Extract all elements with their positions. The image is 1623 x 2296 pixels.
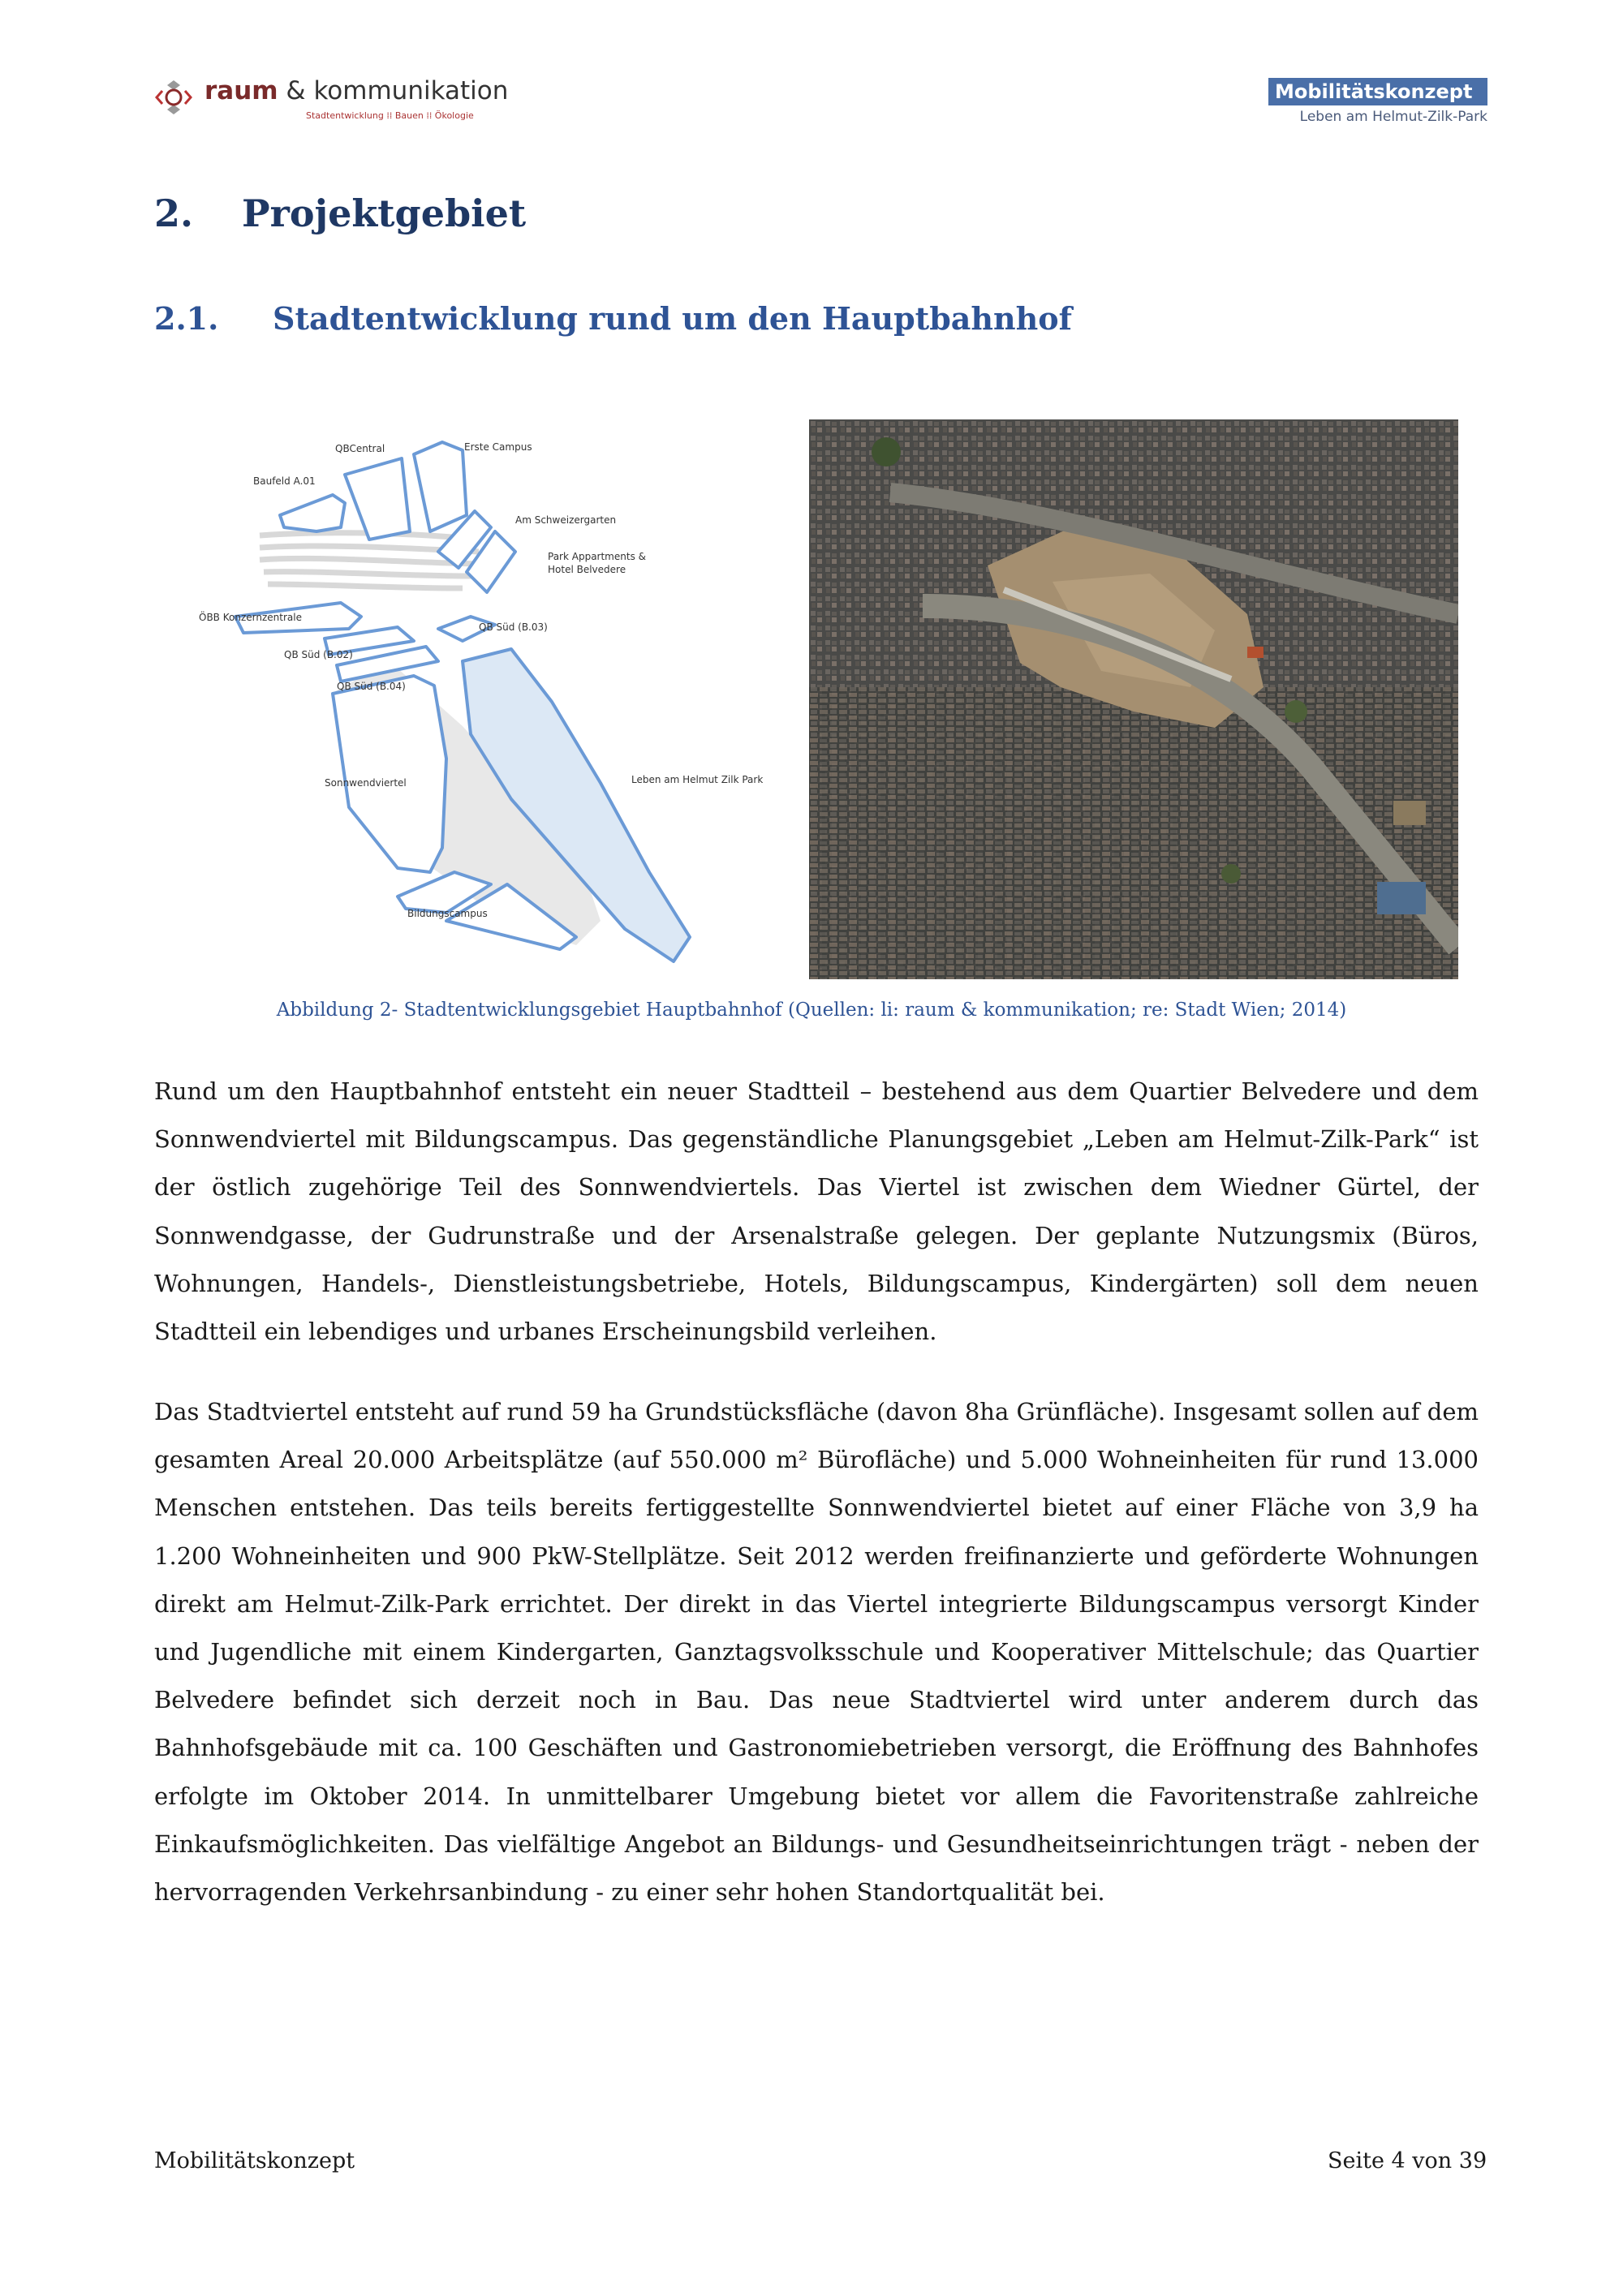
- logo-right-title: Mobilitätskonzept: [1268, 78, 1487, 105]
- subsection-heading: [154, 300, 1072, 337]
- body-paragraph-2: Das Stadtviertel entsteht auf rund 59 ha Grundstücksfläche (davon 8ha Grünfläche). Insgesamt sollen auf dem gesamten Areal 20.000 Arbeitsplätze (auf 550.000 m² Bürofläche) und 5.000 Wohneinheiten für rund 13.000 Menschen entstehen. Das teils bereits fertiggestellte Sonnwendviertel bietet auf einer Fläche von 3,9 ha 1.200 Wohneinheiten und 900 PkW-Stellplätze. Seit 2012 werden freifinanzierte und geförderte Wohnungen direkt am Helmut-Zilk-Park errichtet. Der direkt in das Viertel integrierte Bildungscampus versorgt Kinder und Jugendliche mit einem Kindergarten, Ganztagsvolksschule und Kooperativer Mittelschule; das Quartier Belvedere befindet sich derzeit noch in Bau. Das neue Stadtviertel wird unter anderem durch das Bahnhofsgebäude mit ca. 100 Geschäften und Gastronomiebetrieben versorgt, die Eröffnung des Bahnhofes erfolgte im Oktober 2014. In unmittelbarer Umgebung bietet vor allem die Favoritenstraße zahlreiche Einkaufsmöglichkeiten. Das vielfältige Angebot an Bildungs- und Gesundheitseinrichtungen trägt - neben der hervorragenden Verkehrsanbindung - zu einer sehr hohen Standortqualität bei.: [154, 1398, 1479, 1907]
- map-label-erste-campus: Erste Campus: [464, 441, 532, 453]
- map-label-qb-sued-b04: QB Süd (B.04): [337, 681, 406, 692]
- map-label-qb-sued-b03: QB Süd (B.03): [479, 621, 548, 633]
- map-label-oebb: ÖBB Konzernzentrale: [199, 612, 302, 623]
- map-label-leben-park: Leben am Helmut Zilk Park: [631, 774, 764, 785]
- logo-mark-icon: [154, 78, 193, 117]
- map-label-sonnwendviertel: Sonnwendviertel: [325, 777, 407, 789]
- logo-tagline: Stadtentwicklung ⁞⁞ Bauen ⁞⁞ Ökologie: [306, 110, 474, 121]
- footer-document-title: Mobilitätskonzept: [154, 2148, 355, 2173]
- map-label-schweizergarten: Am Schweizergarten: [515, 514, 617, 526]
- block-sonnwendviertel: [333, 676, 446, 872]
- logo-brand-text: raum & kommunikation: [204, 76, 509, 105]
- raum-kommunikation-logo: [154, 75, 511, 131]
- map-label-baufeld: Baufeld A.01: [253, 475, 316, 487]
- footer-page-number: Seite 4 von 39: [1328, 2148, 1487, 2173]
- development-area-plan: [195, 418, 795, 978]
- section-number: 2.: [154, 191, 194, 235]
- mobilitaetskonzept-logo: [1268, 78, 1487, 125]
- figure-caption: Abbildung 2- Stadtentwicklungsgebiet Hauptbahnhof (Quellen: li: raum & kommunikation; re: Stadt Wien; 2014): [276, 1000, 1347, 1021]
- aerial-photo: [809, 419, 1458, 979]
- map-label-park-apartments-1: Park Appartments &: [548, 551, 646, 562]
- block-qbcentral: [345, 458, 410, 540]
- map-label-bildungscampus: Bildungscampus: [407, 908, 488, 919]
- subsection-title: Stadtentwicklung rund um den Hauptbahnhof: [273, 300, 1072, 337]
- map-label-qbcentral: QBCentral: [335, 443, 385, 454]
- logo-right-subtitle: Leben am Helmut-Zilk-Park: [1299, 109, 1487, 125]
- block-baufeld: [280, 495, 345, 531]
- subsection-number: 2.1.: [154, 300, 219, 337]
- map-label-park-apartments-2: Hotel Belvedere: [548, 564, 626, 575]
- block-erste-campus: [414, 442, 467, 531]
- section-heading: [154, 191, 526, 235]
- section-title: Projektgebiet: [242, 191, 527, 235]
- map-label-qb-sued-b02: QB Süd (B.02): [284, 649, 353, 660]
- body-paragraph-1: Rund um den Hauptbahnhof entsteht ein neuer Stadtteil – bestehend aus dem Quartier Belvedere und dem Sonnwendviertel mit Bildungscampus. Das gegenständliche Planungsgebiet „Leben am Helmut-Zilk-Park“ ist der östlich zugehörige Teil des Sonnwendviertels. Das Viertel ist zwischen dem Wiedner Gürtel, der Sonnwendgasse, der Gudrunstraße und der Arsenalstraße gelegen. Der geplante Nutzungsmix (Büros, Wohnungen, Handels-, Dienstleistungsbetriebe, Hotels, Bildungscampus, Kindergärten) soll dem neuen Stadtteil ein lebendiges und urbanes Erscheinungsbild verleihen.: [154, 1077, 1479, 1346]
